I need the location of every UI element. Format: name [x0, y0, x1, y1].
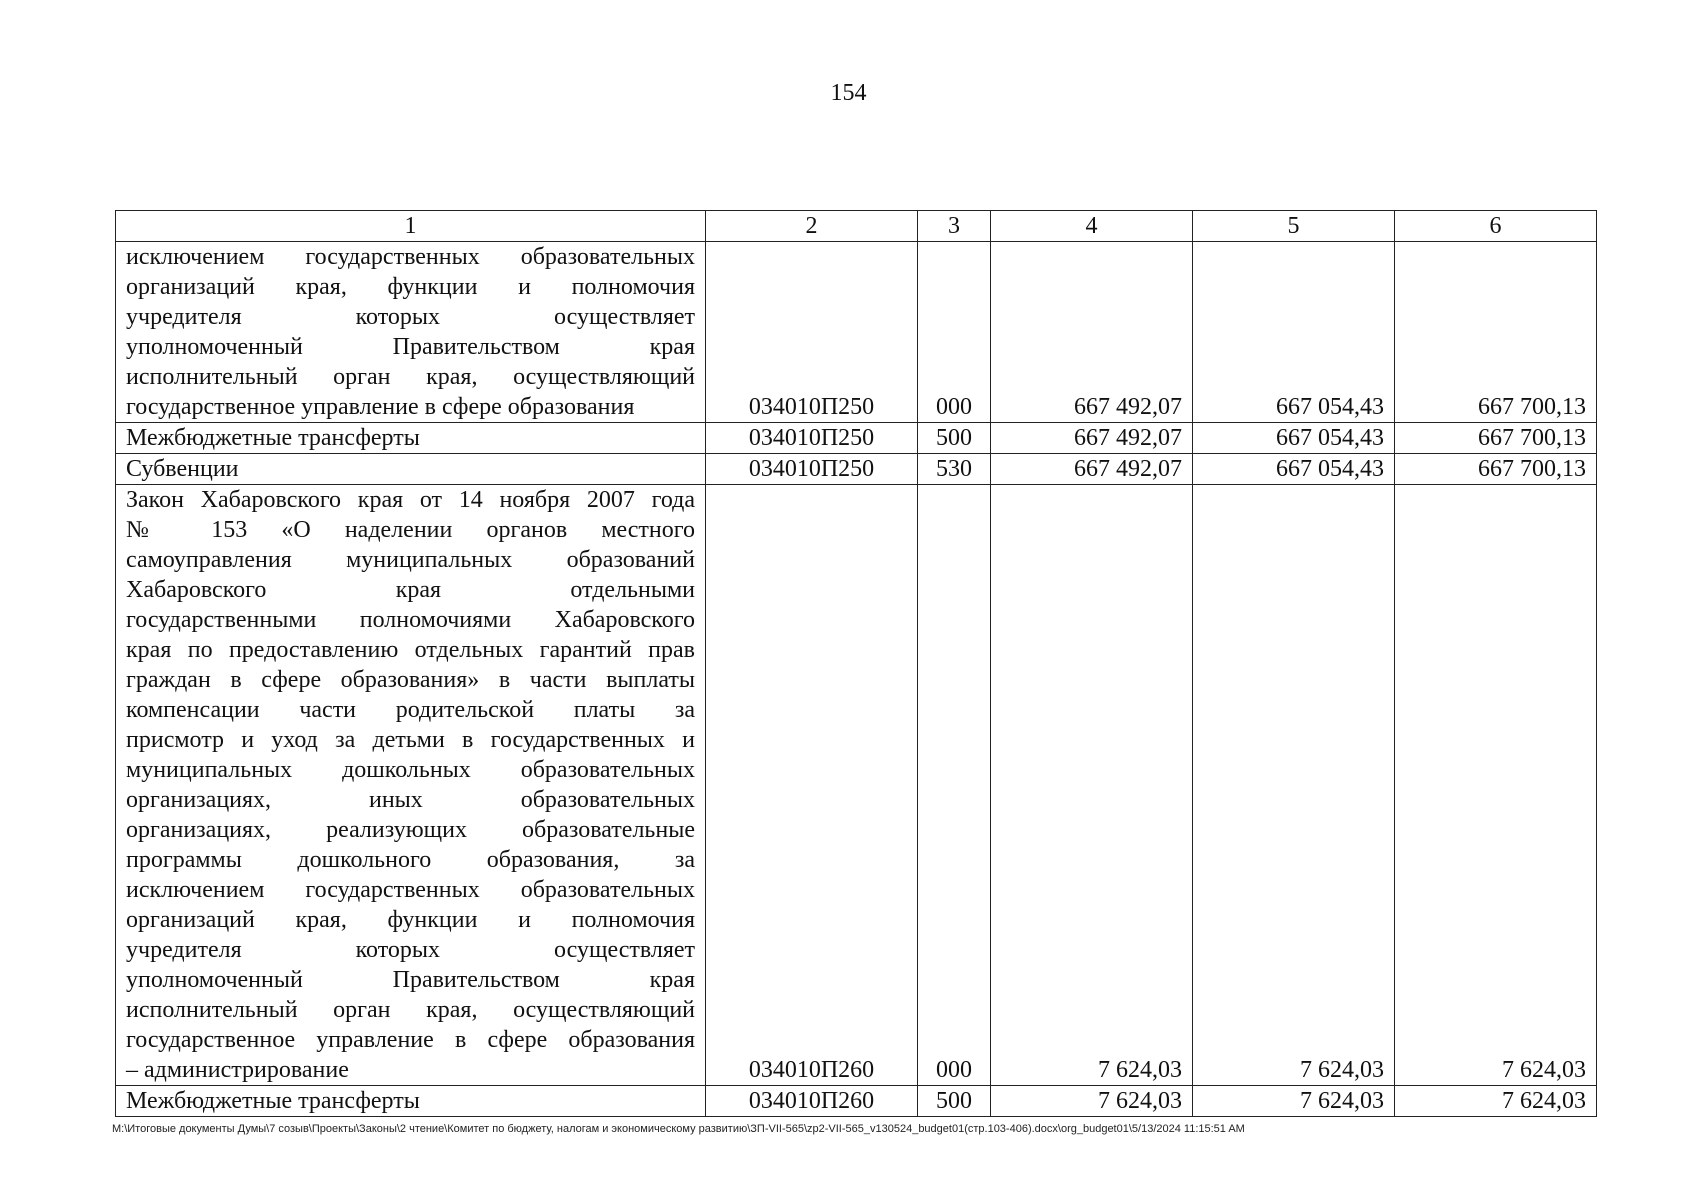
column-header: 1 — [116, 211, 706, 242]
target-code-cell: 034010П250 — [706, 242, 918, 423]
expense-type-cell: 530 — [918, 454, 991, 485]
table-row — [116, 485, 1597, 1086]
row-name-line: учредителя которых осуществляет — [126, 304, 695, 330]
table-header-row — [116, 211, 1597, 242]
expense-type-cell: 000 — [918, 242, 991, 423]
row-name-cell — [116, 1086, 706, 1117]
row-name-line: Межбюджетные трансферты — [126, 425, 420, 451]
amount-col5-cell: 7 624,03 — [1193, 485, 1395, 1086]
row-name-line: – администрирование — [126, 1057, 349, 1083]
row-name-line: № 153 «О наделении органов местного — [126, 517, 695, 543]
target-code-cell: 034010П250 — [706, 454, 918, 485]
row-name-line: организациях, реализующих образовательные — [126, 817, 695, 843]
amount-col4-cell: 667 492,07 — [991, 242, 1193, 423]
expense-type-cell: 500 — [918, 423, 991, 454]
column-header: 5 — [1193, 211, 1395, 242]
page-number: 154 — [830, 80, 867, 106]
row-name-cell — [116, 242, 706, 423]
row-name-line: Закон Хабаровского края от 14 ноября 2007 года — [126, 487, 695, 513]
row-name-cell — [116, 423, 706, 454]
row-name-line: уполномоченный Правительством края — [126, 967, 695, 993]
target-code-cell: 034010П260 — [706, 1086, 918, 1117]
amount-col5-cell: 667 054,43 — [1193, 454, 1395, 485]
row-name-line: исключением государственных образовательных — [126, 877, 695, 903]
table-row — [116, 242, 1597, 423]
expense-type-cell: 500 — [918, 1086, 991, 1117]
row-name-line: организаций края, функции и полномочия — [126, 274, 695, 300]
table-body — [116, 242, 1597, 1117]
amount-col4-cell: 667 492,07 — [991, 454, 1193, 485]
row-name-line: муниципальных дошкольных образовательных — [126, 757, 695, 783]
target-code-cell: 034010П260 — [706, 485, 918, 1086]
row-name-line: компенсации части родительской платы за — [126, 697, 695, 723]
row-name-line: уполномоченный Правительством края — [126, 334, 695, 360]
amount-col6-cell: 667 700,13 — [1395, 242, 1597, 423]
row-name-line: присмотр и уход за детьми в государственных и — [126, 727, 695, 753]
row-name-line: организаций края, функции и полномочия — [126, 907, 695, 933]
table-row — [116, 1086, 1597, 1117]
row-name-line: исполнительный орган края, осуществляющий — [126, 364, 695, 390]
row-name-cell — [116, 454, 706, 485]
amount-col6-cell: 7 624,03 — [1395, 1086, 1597, 1117]
row-name-line: Хабаровского края отдельными — [126, 577, 695, 603]
amount-col4-cell: 7 624,03 — [991, 485, 1193, 1086]
row-name-line: учредителя которых осуществляет — [126, 937, 695, 963]
row-name-line: края по предоставлению отдельных гарантий прав — [126, 637, 695, 663]
amount-col4-cell: 667 492,07 — [991, 423, 1193, 454]
target-code-cell: 034010П250 — [706, 423, 918, 454]
table-row — [116, 423, 1597, 454]
column-header: 2 — [706, 211, 918, 242]
row-name-line: граждан в сфере образования» в части выплаты — [126, 667, 695, 693]
row-name-line: Субвенции — [126, 456, 239, 482]
amount-col6-cell: 667 700,13 — [1395, 454, 1597, 485]
row-name-cell — [116, 485, 706, 1086]
row-name-line: организациях, иных образовательных — [126, 787, 695, 813]
row-name-line: государственными полномочиями Хабаровского — [126, 607, 695, 633]
row-name-line: программы дошкольного образования, за — [126, 847, 695, 873]
amount-col5-cell: 7 624,03 — [1193, 1086, 1395, 1117]
table-row — [116, 454, 1597, 485]
row-name-line: самоуправления муниципальных образований — [126, 547, 695, 573]
column-header: 6 — [1395, 211, 1597, 242]
amount-col6-cell: 7 624,03 — [1395, 485, 1597, 1086]
amount-col5-cell: 667 054,43 — [1193, 423, 1395, 454]
footer-file-path: M:\Итоговые документы Думы\7 созыв\Проекты\Законы\2 чтение\Комитет по бюджету, налогам и экономическому развитию\ЗП-VII-565\zp2-VII-565_v130524_budget01(стр.103-406).docx\org_budget01\5/13/2024 11:15:51 AM — [112, 1123, 1245, 1135]
row-name-line: исключением государственных образовательных — [126, 244, 695, 270]
column-header: 4 — [991, 211, 1193, 242]
amount-col5-cell: 667 054,43 — [1193, 242, 1395, 423]
amount-col6-cell: 667 700,13 — [1395, 423, 1597, 454]
row-name-line: исполнительный орган края, осуществляющий — [126, 997, 695, 1023]
expense-type-cell: 000 — [918, 485, 991, 1086]
row-name-line: Межбюджетные трансферты — [126, 1088, 420, 1114]
row-name-line: государственное управление в сфере образования — [126, 1027, 695, 1053]
budget-table — [115, 210, 1597, 1117]
row-name-line: государственное управление в сфере образования — [126, 394, 635, 420]
column-header: 3 — [918, 211, 991, 242]
amount-col4-cell: 7 624,03 — [991, 1086, 1193, 1117]
